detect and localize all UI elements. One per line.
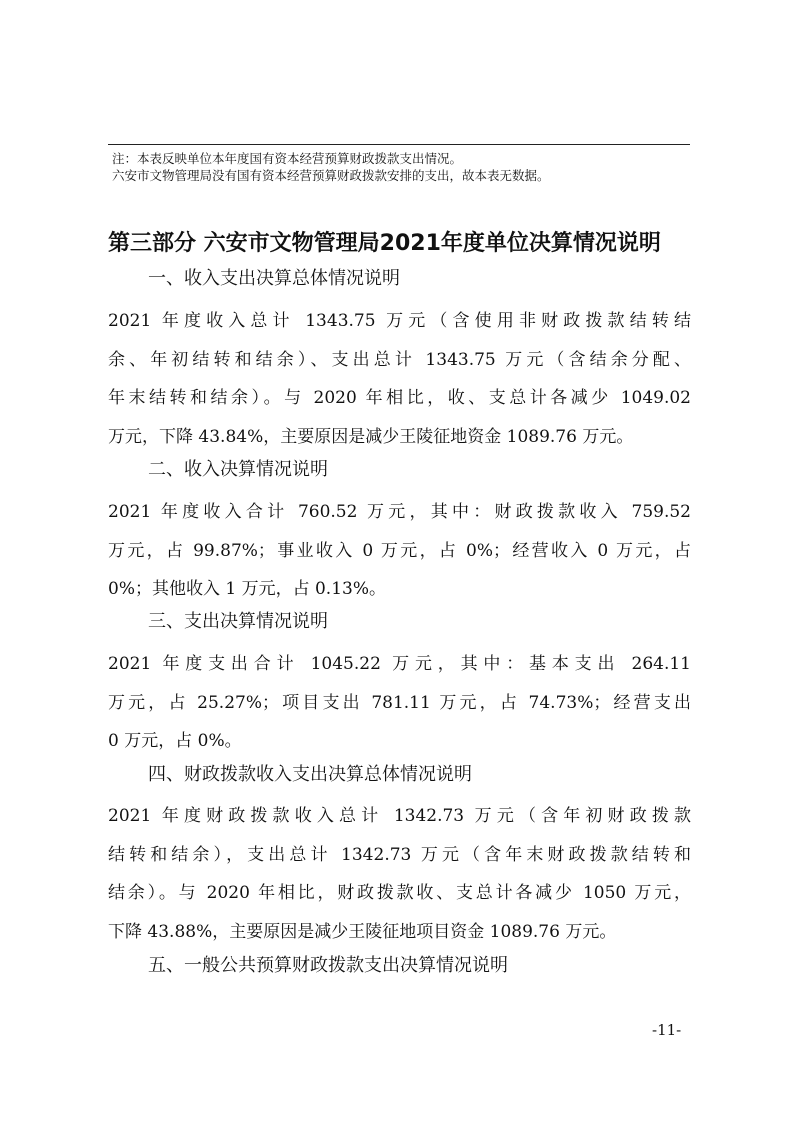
section-paragraph-3	[108, 645, 691, 761]
paragraph-line: 余、年初结转和结余）、支出总计 1343.75 万元（含结余分配、	[108, 349, 691, 370]
part-title: 第三部分 六安市文物管理局2021年度单位决算情况说明	[108, 231, 661, 256]
paragraph-line: 0 万元，占 0%。	[108, 731, 242, 751]
section-heading-1: 一、收入支出决算总体情况说明	[148, 268, 400, 289]
paragraph-line: 万元，占 99.87%；事业收入 0 万元，占 0%；经营收入 0 万元，占	[108, 540, 691, 561]
section-heading-2: 二、收入决算情况说明	[148, 459, 328, 480]
paragraph-line: 2021 年度财政拨款收入总计 1342.73 万元（含年初财政拨款	[108, 806, 691, 826]
section-paragraph-2	[108, 493, 691, 609]
table-note-line-2: 六安市文物管理局没有国有资本经营预算财政拨款安排的支出，故本表无数据。	[112, 168, 550, 183]
section-paragraph-4	[108, 797, 691, 951]
paragraph-line: 2021 年度支出合计 1045.22 万元，其中：基本支出 264.11	[108, 654, 691, 674]
paragraph-line: 年末结转和结余）。与 2020 年相比，收、支总计各减少 1049.02	[108, 388, 691, 408]
page-number: -11-	[652, 1021, 682, 1039]
section-heading-5: 五、一般公共预算财政拨款支出决算情况说明	[148, 955, 508, 976]
paragraph-line: 0%；其他收入 1 万元，占 0.13%。	[108, 579, 387, 599]
table-bottom-rule	[108, 144, 690, 145]
paragraph-line: 万元，占 25.27%；项目支出 781.11 万元，占 74.73%；经营支出	[108, 692, 691, 713]
section-heading-3: 三、支出决算情况说明	[148, 611, 328, 632]
table-note-line-1: 注：本表反映单位本年度国有资本经营预算财政拨款支出情况。	[112, 151, 463, 166]
paragraph-line: 2021 年度收入合计 760.52 万元，其中：财政拨款收入 759.52	[108, 502, 691, 522]
paragraph-line: 结余）。与 2020 年相比，财政拨款收、支总计各减少 1050 万元，	[108, 883, 691, 903]
paragraph-line: 下降 43.88%，主要原因是减少王陵征地项目资金 1089.76 万元。	[108, 921, 617, 942]
paragraph-line: 2021 年度收入总计 1343.75 万元（含使用非财政拨款结转结	[108, 311, 691, 331]
paragraph-line: 万元，下降 43.84%，主要原因是减少王陵征地资金 1089.76 万元。	[108, 426, 634, 447]
paragraph-line: 结转和结余），支出总计 1342.73 万元（含年末财政拨款结转和	[108, 844, 691, 865]
section-heading-4: 四、财政拨款收入支出决算总体情况说明	[148, 764, 472, 785]
section-paragraph-1	[108, 302, 691, 456]
